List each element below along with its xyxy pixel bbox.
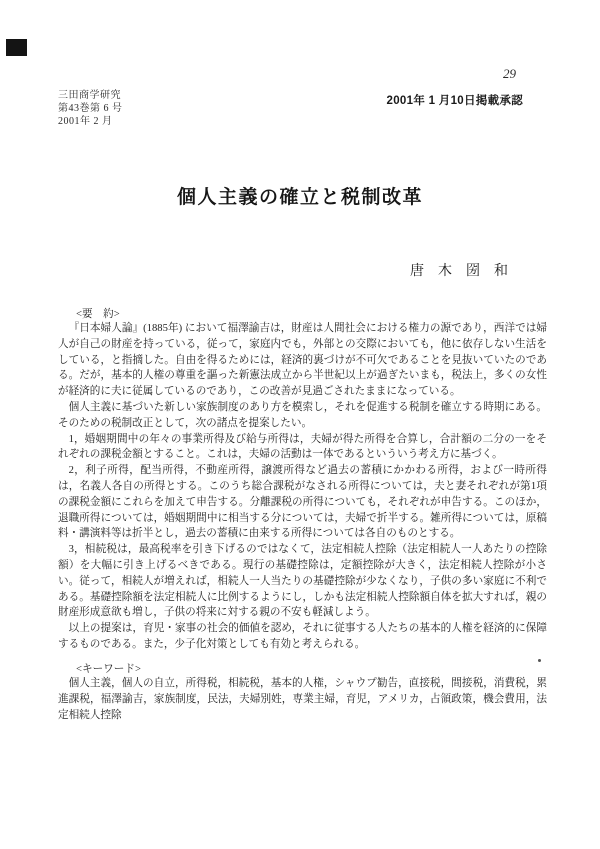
journal-date: 2001年 2 月: [58, 116, 113, 127]
abstract-paragraph: 2，利子所得，配当所得，不動産所得，譲渡所得など過去の蓄積にかかわる所得，および一時所得は，名義人各自の所得とする。このうち総合課税がなされる所得については，夫と妻それぞれが第1項の課税金額にこれらを加えて申告する。分離課税の所得についても，それぞれが申告する。このほか，退職所得については，婚姻期間中に相当する分については，夫婦で折半する。雑所得については，原稿料・講演料等は折半とし，過去の蓄積に由来する所得については各自のものとする。: [58, 465, 547, 540]
abstract-section: [58, 321, 547, 653]
journal-info: [58, 89, 123, 128]
abstract-paragraph: 以上の提案は，育児・家事の社会的価値を認め，それに従事する人たちの基本的人権を経済的に保障するものである。また，少子化対策としても有効と考えられる。: [58, 623, 547, 650]
author-name: 唐 木 圀 和: [410, 264, 508, 279]
page-number: 29: [503, 66, 516, 81]
abstract-paragraph: 『日本婦人論』(1885年) において福澤諭吉は，財産は人間社会における権力の源であり，西洋では婦人が自己の財産を持っている，従って，家庭内でも，外部との交際においても，他に依存しない生活をしている，と指摘した。自由を得るためには，経済的裏づけが不可欠であることを見抜いていたのである。だが，基本的人権の尊重を謳った新憲法成立から半世紀以上が過ぎたいまも，税法上，多くの女性が経済的に夫に従属しているのであり，この改善が見過ごされたままになっている。: [58, 323, 547, 398]
scan-artifact-block: [6, 39, 27, 56]
journal-volume: 第43巻第 6 号: [58, 103, 123, 114]
abstract-paragraph: 1，婚姻期間中の年々の事業所得及び給与所得は，夫婦が得た所得を合算し，合計額の二分の一をそれぞれの課税金額とすること。これは，夫婦の活動は一体であるといういう考え方に基づく。: [58, 433, 547, 461]
journal-name: 三田商学研究: [58, 90, 121, 101]
approval-note: 2001年 1 月10日掲載承認: [386, 95, 523, 107]
keywords-text: 個人主義，個人の自立，所得税，相続税，基本的人権，シャウプ勧告，直接税，間接税，消費税，累進課税，福澤諭吉，家族制度，民法，夫婦別姓，専業主婦，育児，アメリカ，占領政策，機会費用，法定相続人控除: [58, 678, 547, 721]
keywords-heading: <キーワード>: [76, 664, 141, 675]
abstract-paragraph: 3，相続税は，最高税率を引き下げるのではなくて，法定相続人控除（法定相続人一人あたりの控除額）を大幅に引き上げるべきである。現行の基礎控除は，定額控除が大きく，法定相続人控除が小さい。従って，相続人が増えれば，相続人一人当たりの基礎控除が少なくなり，子供の多い家庭に不利である。基礎控除額を法定相続人に比例するようにし，しかも法定相続人控除額自体を拡大すれば，親の財産形成意欲も増し，子供の将来に対する親の不安も軽減しよう。: [58, 544, 547, 619]
scan-artifact-dot: [538, 659, 541, 662]
paper-title: 個人主義の確立と税制改革: [176, 186, 423, 208]
abstract-paragraph: 個人主義に基づいた新しい家族制度のあり方を模索し，それを促進する税制を確立する時期にある。そのための税制改正として，次の諸点を提案したい。: [58, 401, 547, 429]
abstract-heading: <要 約>: [76, 309, 120, 320]
